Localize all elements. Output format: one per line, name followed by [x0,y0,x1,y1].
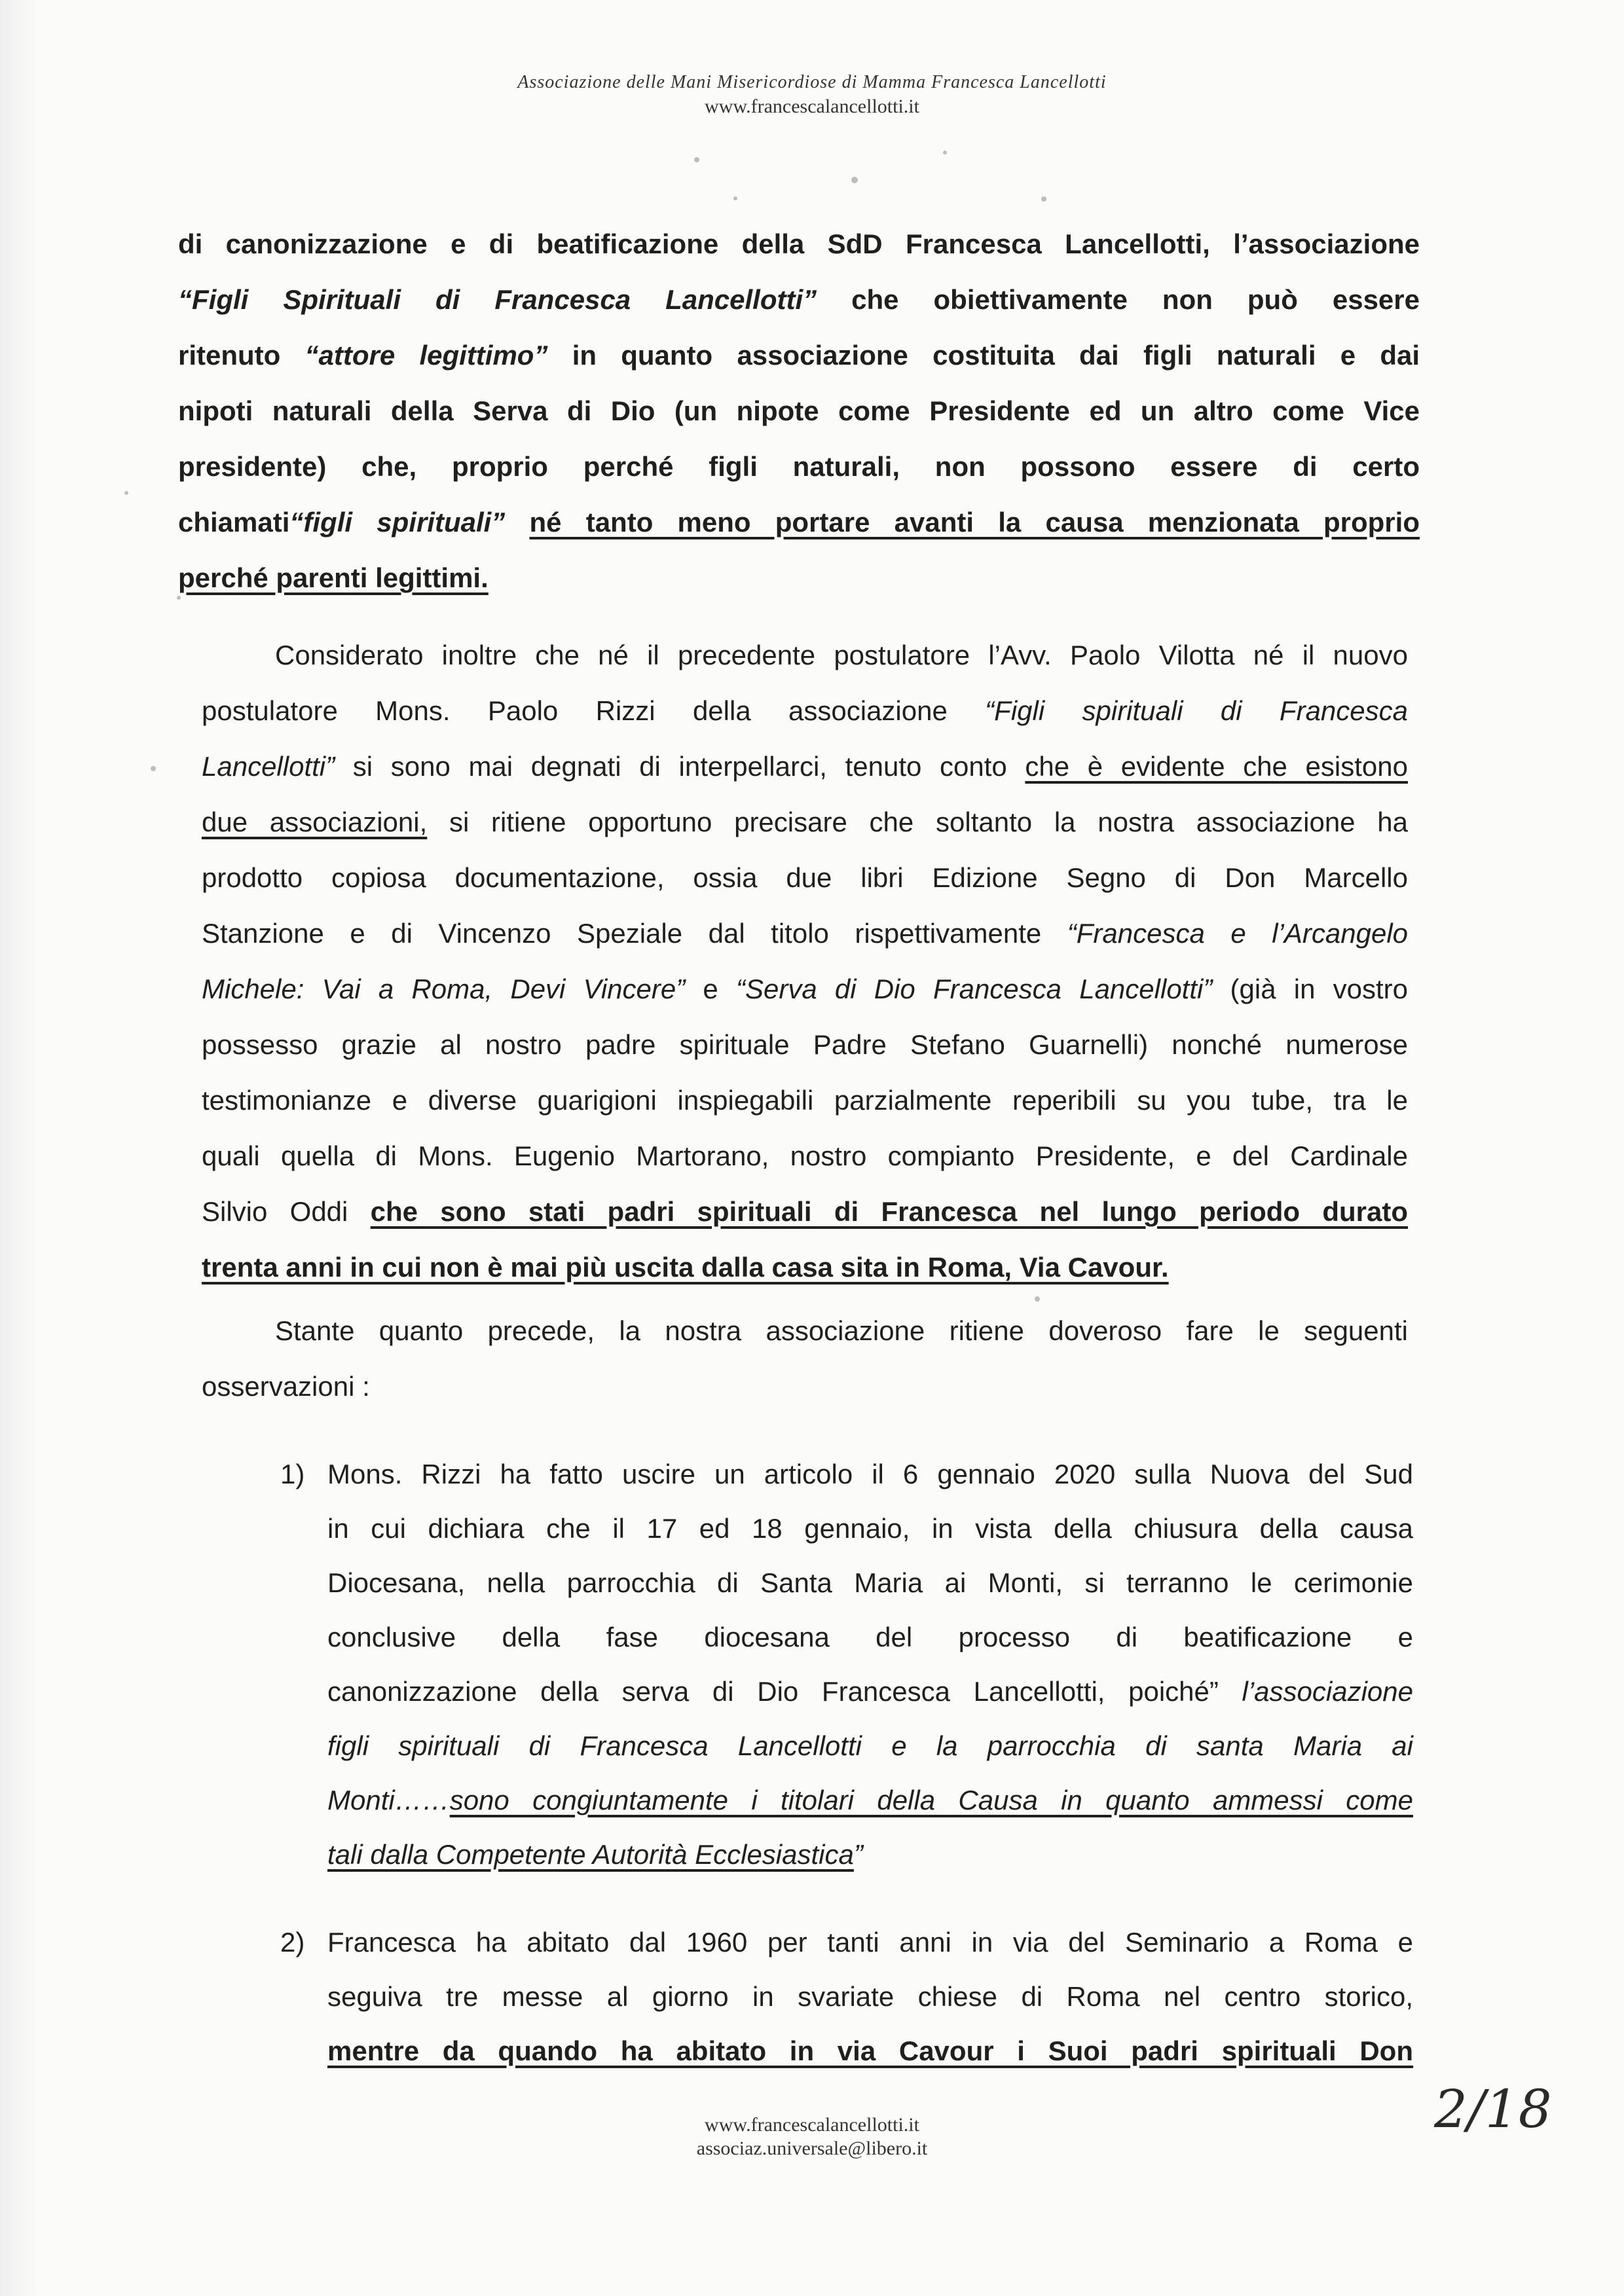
paragraph-line: testimonianze e diverse guarigioni inspiegabili parzialmente reperibili su you tube, tra le [202,1085,1408,1116]
footer-website: www.francescalancellotti.it [705,2114,919,2136]
paragraph-line: Considerato inoltre che né il precedente postulatore l’Avv. Paolo Vilotta né il nuovo [275,640,1408,670]
paragraph-line: possesso grazie al nostro padre spirituale Padre Stefano Guarnelli) nonché numerose [202,1029,1408,1060]
footer-email: associaz.universale@libero.it [696,2138,928,2159]
list-line: canonizzazione della serva di Dio Francesca Lancellotti, poiché” l’associazione [327,1676,1413,1707]
paragraph-line: quali quella di Mons. Eugenio Martorano, nostro compianto Presidente, e del Cardinale [202,1140,1408,1171]
list-line: Mons. Rizzi ha fatto uscire un articolo il 6 gennaio 2020 sulla Nuova del Sud [327,1459,1413,1489]
paragraph-line: osservazioni : [202,1371,370,1402]
letterhead-website: www.francescalancellotti.it [705,96,919,117]
paragraph-line: ritenuto “attore legittimo” in quanto associazione costituita dai figli naturali e dai [178,340,1420,371]
paragraph-line: perché parenti legittimi. [178,562,489,593]
list-line: in cui dichiara che il 17 ed 18 gennaio, in vista della chiusura della causa [327,1513,1413,1544]
footer [0,2113,1624,2160]
letterhead-association-name: Associazione delle Mani Misericordiose di Mamma Francesca Lancellotti [517,72,1107,92]
paragraph-line: presidente) che, proprio perché figli naturali, non possono essere di certo [178,451,1420,482]
paragraph-line: nipoti naturali della Serva di Dio (un nipote come Presidente ed un altro come Vice [178,395,1420,426]
paragraph-line: “Figli Spirituali di Francesca Lancellotti” che obiettivamente non può essere [178,284,1420,315]
paragraph-line: prodotto copiosa documentazione, ossia due libri Edizione Segno di Don Marcello [202,862,1408,893]
paragraph-line: Michele: Vai a Roma, Devi Vincere” e “Serva di Dio Francesca Lancellotti” (già in vostro [202,974,1408,1004]
paragraph-1 [178,216,1420,606]
paragraph-line: Silvio Oddi che sono stati padri spirituali di Francesca nel lungo periodo durato [202,1196,1409,1227]
list-number: 2) [280,1927,305,1958]
paragraph-2 [202,627,1408,1295]
list-line: mentre da quando ha abitato in via Cavour i Suoi padri spirituali Don [327,2035,1413,2066]
handwritten-page-number: 2/18 [1434,2079,1552,2140]
list-line: tali dalla Competente Autorità Ecclesiastica” [327,1839,863,1870]
list-line: Francesca ha abitato dal 1960 per tanti anni in via del Seminario a Roma e [327,1927,1413,1958]
paragraph-3 [202,1303,1408,1414]
list-line: Diocesana, nella parrocchia di Santa Maria ai Monti, si terranno le cerimonie [327,1567,1413,1598]
paragraph-line: due associazioni, si ritiene opportuno precisare che soltanto la nostra associazione ha [202,807,1408,837]
paragraph-line: Stanzione e di Vincenzo Speziale dal titolo rispettivamente “Francesca e l’Arcangelo [202,918,1409,949]
list-item-2 [280,1915,1413,2078]
list-line: Monti……sono congiuntamente i titolari della Causa in quanto ammessi come [327,1785,1413,1815]
letterhead [0,72,1624,118]
list-line: conclusive della fase diocesana del processo di beatificazione e [327,1622,1413,1652]
paragraph-line: Stante quanto precede, la nostra associazione ritiene doveroso fare le seguenti [275,1315,1408,1346]
list-item-1 [280,1447,1413,1882]
paragraph-line: Lancellotti” si sono mai degnati di interpellarci, tenuto conto che è evidente che esistono [202,751,1408,782]
list-line: figli spirituali di Francesca Lancellotti e la parrocchia di santa Maria ai [327,1730,1413,1761]
paragraph-line: trenta anni in cui non è mai più uscita dalla casa sita in Roma, Via Cavour. [202,1252,1169,1283]
paragraph-line: chiamati“figli spirituali” né tanto meno portare avanti la causa menzionata proprio [178,507,1420,538]
paragraph-line: di canonizzazione e di beatificazione della SdD Francesca Lancellotti, l’associazione [178,228,1420,259]
paragraph-line: postulatore Mons. Paolo Rizzi della associazione “Figli spirituali di Francesca [202,695,1408,726]
scan-shadow [0,0,39,2296]
list-line: seguiva tre messe al giorno in svariate chiese di Roma nel centro storico, [327,1981,1413,2012]
list-number: 1) [280,1459,305,1489]
